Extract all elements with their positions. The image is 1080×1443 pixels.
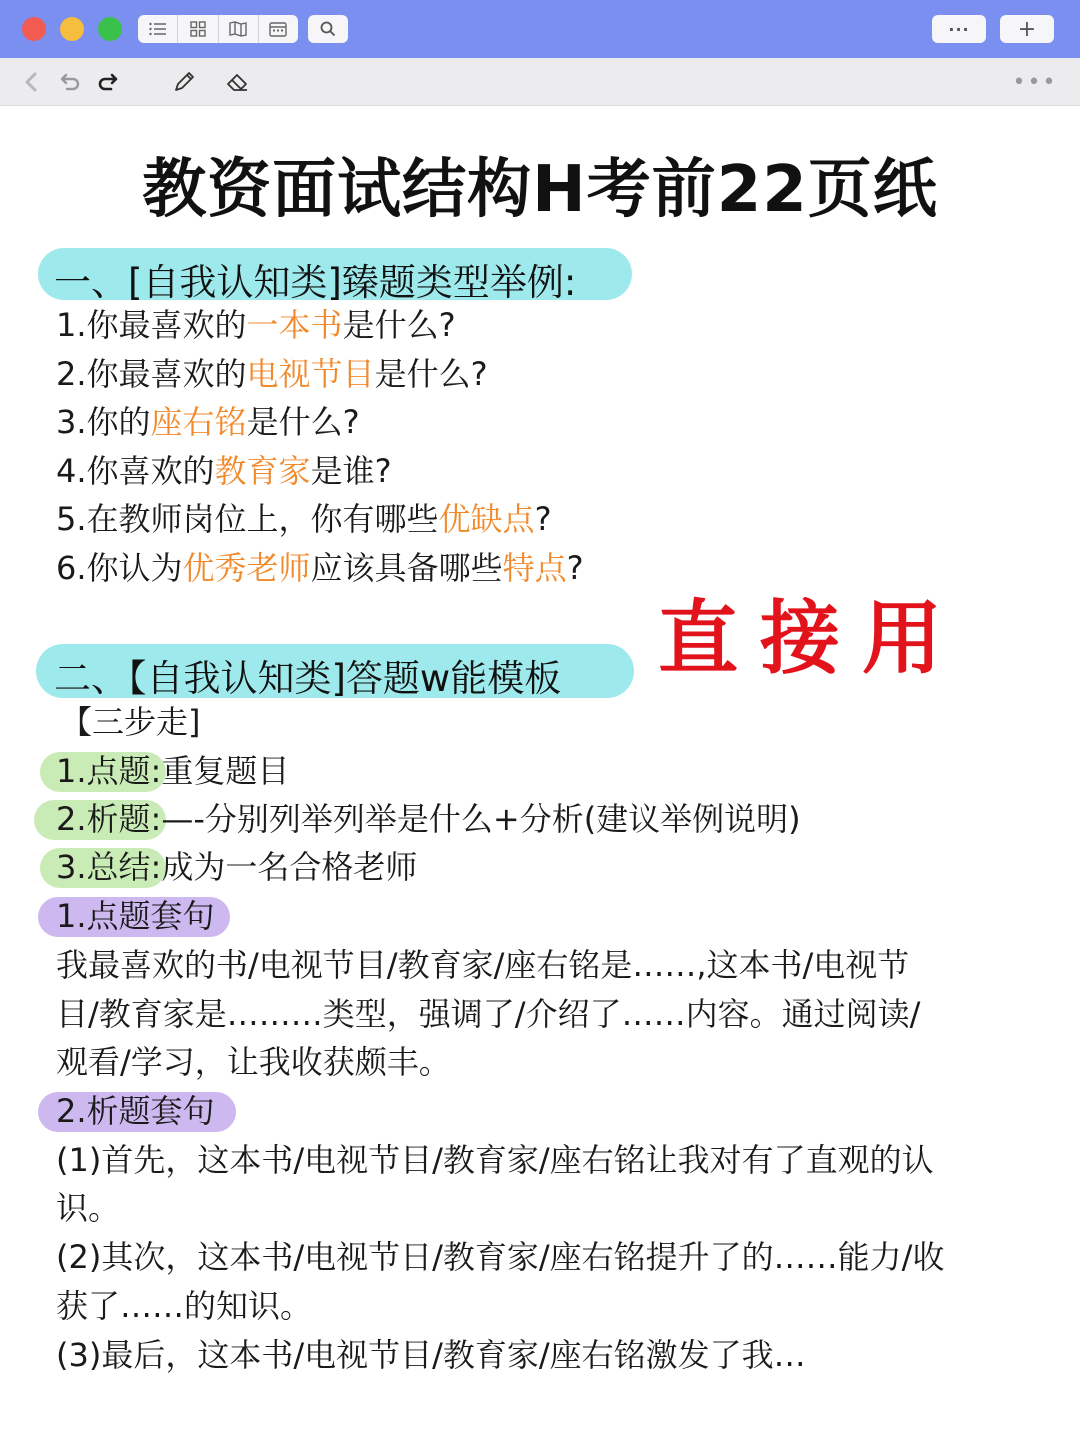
grid-view-icon[interactable] — [178, 15, 218, 43]
sub1-line-1: 我最喜欢的书/电视节目/教育家/座右铭是……,这本书/电视节 — [56, 946, 910, 984]
sub1-line-2: 目/教育家是………类型，强调了/介绍了……内容。通过阅读/ — [56, 995, 921, 1033]
editing-toolbar — [0, 58, 1080, 106]
sub2-line-3: (2)其次，这本书/电视节日/教育家/座右铭提升了的……能力/收 — [56, 1238, 945, 1276]
three-steps-label: 【三步走] — [60, 703, 201, 741]
question-3: 3.你的座右铭是什么? — [56, 403, 360, 441]
direct-use-stamp: 直接用 — [658, 591, 964, 685]
sub2-line-4: 获了……的知识。 — [56, 1287, 313, 1325]
sub1-label: 1.点题套句 — [56, 897, 215, 935]
redo-icon[interactable] — [94, 68, 122, 96]
toolbar-more-icon[interactable]: ••• — [1012, 69, 1058, 95]
book-view-icon[interactable] — [219, 15, 259, 43]
sub2-line-5: (3)最后，这本书/电视节目/教育家/座右铭激发了我… — [56, 1336, 806, 1374]
calendar-view-icon[interactable] — [259, 15, 298, 43]
step-2: 2.析题:—-分别列举列举是什么+分析(建议举例说明) — [56, 800, 801, 838]
add-page-button[interactable]: + — [1000, 15, 1054, 43]
question-2: 2.你最喜欢的电视节目是什么? — [56, 355, 488, 393]
sub2-line-1: (1)首先，这本书/电视节目/教育家/座右铭让我对有了直观的认 — [56, 1141, 934, 1179]
back-chevron-icon[interactable] — [18, 68, 44, 96]
page-title: 教资面试结构H考前22页纸 — [142, 153, 938, 227]
minimize-window-button[interactable] — [60, 17, 84, 41]
close-window-button[interactable] — [22, 17, 46, 41]
sub1-line-3: 观看/学习，让我收获颇丰。 — [56, 1043, 451, 1081]
step-3: 3.总结:成为一名合格老师 — [56, 848, 418, 886]
sub2-line-2: 识。 — [56, 1189, 121, 1227]
eraser-tool-icon[interactable] — [224, 68, 252, 96]
search-button[interactable] — [308, 15, 348, 43]
search-icon — [320, 21, 336, 37]
more-options-button[interactable]: ··· — [932, 15, 986, 43]
view-mode-segmented-control — [138, 15, 298, 43]
question-4: 4.你喜欢的教育家是谁? — [56, 452, 392, 490]
window-titlebar — [0, 0, 1080, 58]
section1-heading: 一、[自我认知类]臻题类型举例: — [54, 261, 577, 304]
pen-tool-icon[interactable] — [170, 68, 198, 96]
question-6: 6.你认为优秀老师应该具备哪些特点? — [56, 549, 584, 587]
question-5: 5.在教师岗位上，你有哪些优缺点? — [56, 500, 552, 538]
undo-icon[interactable] — [56, 68, 84, 96]
list-view-icon[interactable] — [138, 15, 178, 43]
section2-heading: 二、【自我认知类]答题w能模板 — [54, 657, 562, 700]
zoom-window-button[interactable] — [98, 17, 122, 41]
question-1: 1.你最喜欢的一本书是什么? — [56, 306, 456, 344]
step-1: 1.点题:重复题目 — [56, 752, 290, 790]
sub2-label: 2.析题套句 — [56, 1092, 215, 1130]
